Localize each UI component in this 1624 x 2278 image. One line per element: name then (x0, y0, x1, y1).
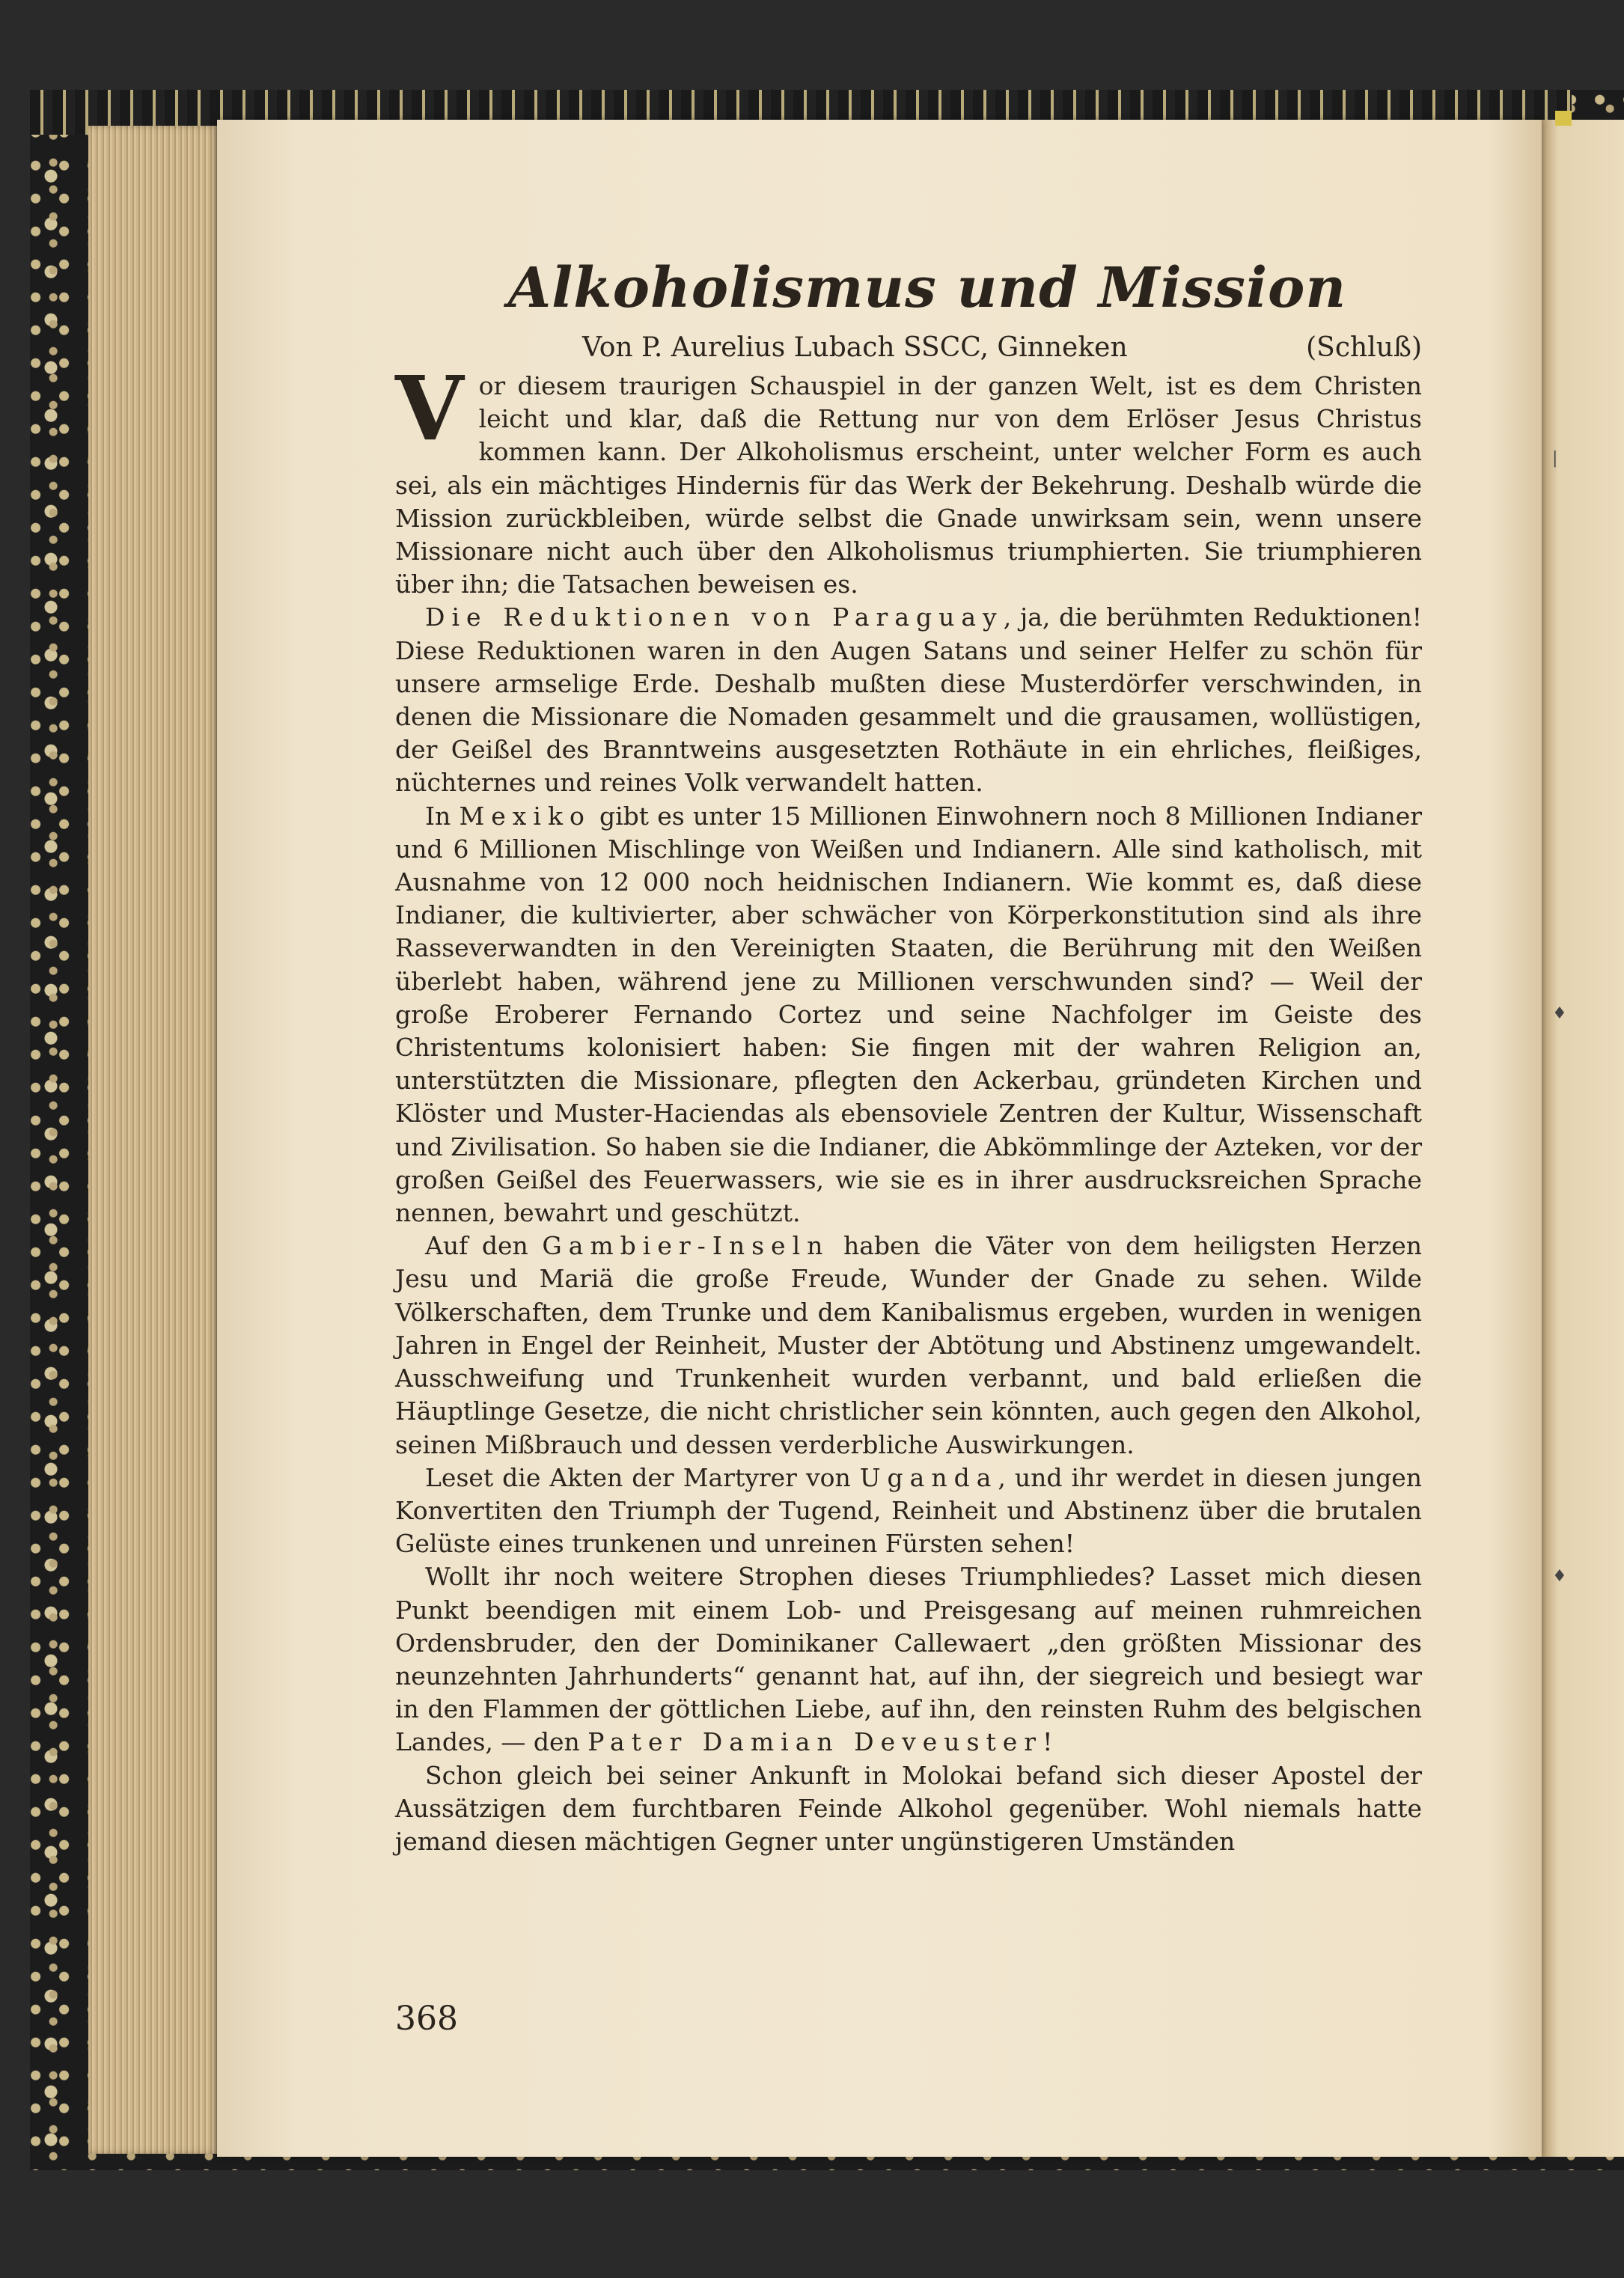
drop-cap: V (395, 356, 464, 460)
margin-mark: ♦ (1552, 1004, 1567, 1023)
paragraph-text: , und ihr werdet in diesen jungen Konvertiten den Triumph der Tugend, Reinheit und Abstinenz über die brutalen Gelüste eines trunkenen und unreinen Fürsten sehen! (395, 1462, 1422, 1559)
byline (395, 329, 1422, 367)
paragraph (395, 1759, 1422, 1859)
paragraph (395, 356, 1422, 601)
article-author: Von P. Aurelius Lubach SSCC, Ginneken (582, 332, 1128, 363)
paragraph (395, 1462, 1422, 1561)
paragraph (395, 800, 1422, 1230)
facing-page-edge (1542, 120, 1624, 2157)
paragraph-text: Schon gleich bei seiner Ankunft in Molokai befand sich dieser Apostel der Aussätzigen dem furchtbaren Feinde Alkohol gegenüber. Wohl niemals hatte jemand diesen mächtigen Gegner unter ungünstigeren Umständen (395, 1760, 1422, 1856)
paragraph-text: In (425, 801, 460, 831)
paragraph-text: haben die Väter von dem heiligsten Herzen Jesu und Mariä die große Freude, Wunder der Gnade zu sehen. Wilde Völkerschaften, dem Trunke und dem Kanibalismus ergeben, wurden in wenigen Jahren in Engel der Reinheit, Muster der Abtötung und Abstinenz umgewandelt. Ausschweifung und Trunkenheit wurden verbannt, und bald erließen die Häuptlinge Gesetze, die nicht christlicher sein könnten, auch gegen den Alkohol, seinen Mißbrauch und dessen verderbliche Auswirkungen. (395, 1231, 1422, 1459)
bookmark-tab (1555, 111, 1572, 126)
page-edges (88, 126, 220, 2154)
paragraph-text: Leset die Akten der Martyrer von (425, 1462, 860, 1492)
margin-mark: | (1552, 449, 1558, 468)
paragraph-text: or diesem traurigen Schauspiel in der ganzen Welt, ist es dem Christen leicht und klar, daß die Rettung nur von dem Erlöser Jesus Christus kommen kann. Der Alkoholismus erscheint, unter welcher Form es auch sei, als ein mächtiges Hindernis für das Werk der Bekehrung. Deshalb würde die Mission zurückbleiben, würde selbst die Gnade unwirksam sein, wenn unsere Missionare nicht auch über den Alkoholismus triumphierten. Sie triumphieren über ihn; die Tatsachen beweisen es. (395, 371, 1422, 599)
emphasized-text: Uganda (859, 1462, 998, 1492)
paragraph-text: , ja, die berühmten Reduktionen! Diese Reduktionen waren in den Augen Satans und seiner Helfer zu schön für unsere armselige Erde. Deshalb mußten diese Musterdörfer verschwinden, in denen die Missionare die Nomaden gesammelt und die grausamen, wollüstigen, der Geißel des Branntweins ausgesetzten Rothäute in ein ehrliches, fleißiges, nüchternes und reines Volk verwandelt hatten. (395, 602, 1422, 798)
emphasized-text: Gambier-Inseln (542, 1231, 830, 1261)
continuation-note: (Schluß) (1306, 332, 1422, 363)
margin-mark: ♦ (1552, 1567, 1567, 1586)
emphasized-text: Pater Damian Deveuster (587, 1727, 1043, 1757)
article (395, 247, 1422, 1858)
paragraph-text: gibt es unter 15 Millionen Einwohnern noch 8 Millionen Indianer und 6 Millionen Mischlinge von Weißen und Indianern. Alle sind katholisch, mit Ausnahme von 12 000 noch heidnischen Indianern. Wie kommt es, daß diese Indianer, die kultivierter, aber schwächer von Körperkonstitution sind als ihre Rasseverwandten in den Vereinigten Staaten, die Berührung mit den Weißen überlebt haben, während jene zu Millionen verschwunden sind? — Weil der große Eroberer Fernando Cortez und seine Nachfolger im Geiste des Christentums kolonisiert haben: Sie fingen mit der wahren Religion an, unterstützten die Missionare, pflegten den Ackerbau, gründeten Kirchen und Klöster und Muster-Haciendas als ebensoviele Zentren der Kultur, Wissenschaft und Zivilisation. So haben sie die Indianer, die Abkömmlinge der Azteken, vor der großen Geißel des Feuerwassers, wie sie es in ihrer ausdrucksreichen Sprache nennen, bewahrt und geschützt. (395, 801, 1423, 1228)
emphasized-text: Mexiko (459, 801, 591, 831)
page-number: 368 (395, 2000, 458, 2038)
paragraph-text: Wollt ihr noch weitere Strophen dieses Triumphliedes? Lasset mich diesen Punkt beendigen mit einem Lob- und Preisgesang auf meinen ruhmreichen Ordensbruder, den der Dominikaner Callewaert „den größten Missionar des neunzehnten Jahrhunderts“ genannt hat, auf ihn, der siegreich und besiegt war in den Flammen der göttlichen Liebe, auf ihn, den reinsten Ruhm des belgischen Landes, — den (395, 1562, 1422, 1757)
paragraph (395, 1230, 1422, 1461)
emphasized-text: Die Reduktionen von Paraguay (425, 602, 1004, 632)
article-title: Alkoholismus und Mission (507, 256, 1347, 320)
paragraph-text: Auf den (425, 1231, 543, 1261)
paragraph (395, 601, 1422, 799)
paragraph (395, 1560, 1422, 1759)
paragraph-text: ! (1043, 1727, 1053, 1757)
